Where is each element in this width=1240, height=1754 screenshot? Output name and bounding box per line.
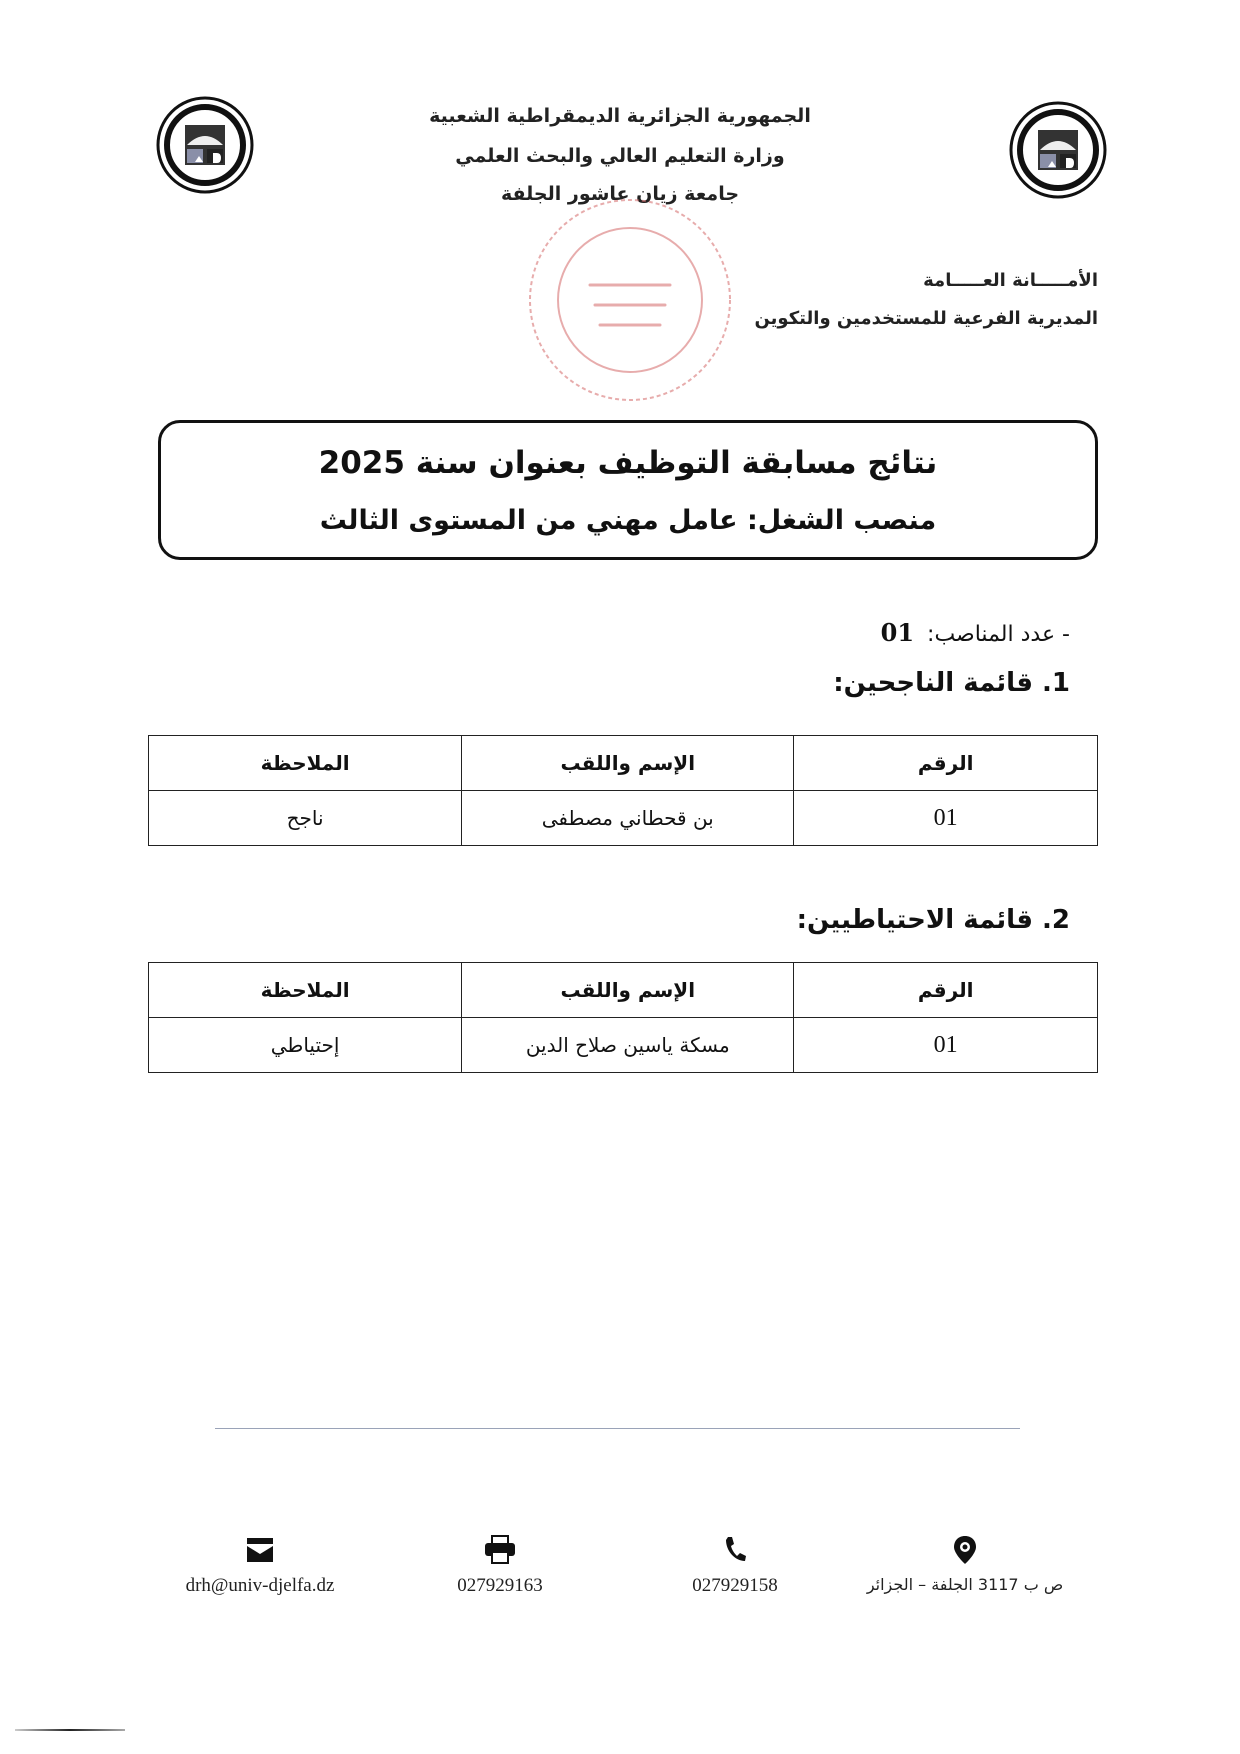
header-ministry: وزارة التعليم العالي والبحث العلمي [455, 145, 785, 167]
page-title: نتائج مسابقة التوظيف بعنوان سنة 2025 [318, 445, 938, 481]
logo-letter-d-mark [213, 153, 221, 163]
official-stamp [520, 190, 740, 410]
reserves-table [148, 962, 1098, 1073]
cell-name: مسكة ياسين صلاح الدين [462, 1018, 794, 1073]
footer-phone [625, 1535, 845, 1597]
column-header-name: الإسم واللقب [462, 963, 794, 1018]
table-row [149, 1018, 1098, 1073]
scan-artifact-line [15, 1729, 125, 1731]
title-box [158, 420, 1098, 560]
university-logo-right [1008, 100, 1108, 200]
cell-name: بن قحطاني مصطفى [462, 791, 794, 846]
table-header-row [149, 736, 1098, 791]
table-row [149, 791, 1098, 846]
job-position: منصب الشغل: عامل مهني من المستوى الثالث [319, 505, 937, 536]
successful-list-heading: 1. قائمة الناجحين: [833, 668, 1070, 698]
envelope-icon [245, 1535, 275, 1565]
column-header-number: الرقم [794, 963, 1098, 1018]
successful-table [148, 735, 1098, 846]
positions-label: - عدد المناصب: [927, 622, 1070, 647]
fax-printer-icon [483, 1535, 517, 1565]
department-subdirectorate: المديرية الفرعية للمستخدمين والتكوين [754, 308, 1098, 329]
department-general-secretariat: الأمـــــانة العـــــامة [923, 270, 1098, 291]
university-logo-left [155, 95, 255, 195]
cell-number: 01 [794, 791, 1098, 846]
location-pin-icon [952, 1535, 978, 1565]
positions-value: 01 [880, 618, 915, 647]
footer-divider [215, 1428, 1020, 1429]
reserves-list-heading: 2. قائمة الاحتياطيين: [796, 905, 1070, 935]
fax-number: 027929163 [457, 1575, 543, 1596]
footer-fax [390, 1535, 610, 1597]
cell-note: ناجح [149, 791, 462, 846]
column-header-note: الملاحظة [149, 963, 462, 1018]
email-address: drh@univ-djelfa.dz [185, 1575, 335, 1596]
positions-count [881, 618, 1070, 647]
cell-number: 01 [794, 1018, 1098, 1073]
column-header-name: الإسم واللقب [462, 736, 794, 791]
column-header-note: الملاحظة [149, 736, 462, 791]
footer-email [150, 1535, 370, 1597]
footer-address [855, 1535, 1075, 1594]
phone-icon [722, 1535, 748, 1565]
header-republic: الجمهورية الجزائرية الديمقراطية الشعبية [429, 105, 811, 127]
header-university: جامعة زيان عاشور الجلفة [500, 183, 740, 205]
address-text: ص ب 3117 الجلفة – الجزائر [866, 1575, 1064, 1594]
table-header-row [149, 963, 1098, 1018]
logo-letter-d-mark [1066, 158, 1074, 168]
column-header-number: الرقم [794, 736, 1098, 791]
cell-note: إحتياطي [149, 1018, 462, 1073]
phone-number: 027929158 [692, 1575, 778, 1596]
